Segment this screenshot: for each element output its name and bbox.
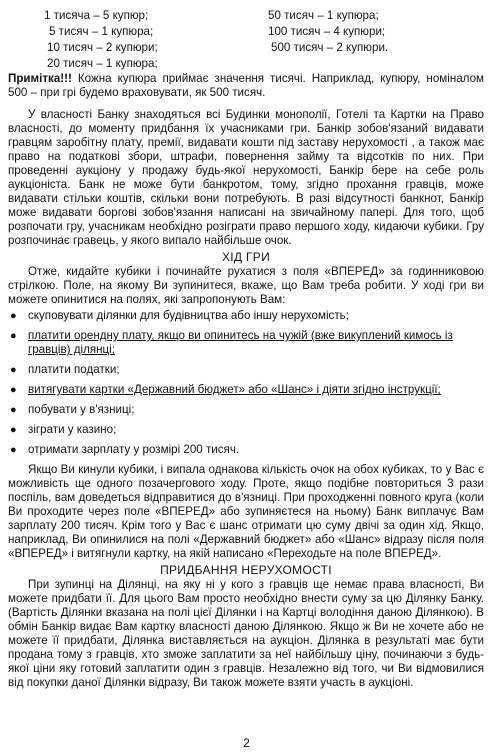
banknote-item: 5 тисяч – 1 купюра; (49, 25, 154, 38)
banknote-item: 20 тисяч – 1 купюра; (47, 57, 158, 70)
bullet-icon: ● (10, 330, 17, 342)
list-item: ● зіграти у казино; (10, 423, 117, 436)
section-title-game-turn: ХІД ГРИ (221, 250, 271, 264)
bullet-icon: ● (10, 424, 17, 436)
rules-body (8, 72, 484, 690)
bullet-icon: ● (10, 384, 17, 396)
list-item: ● платити податки; (10, 363, 120, 376)
field-actions-list (8, 309, 484, 457)
bullet-icon: ● (10, 444, 17, 456)
banknote-item: 100 тисяч – 4 купюри; (268, 25, 386, 38)
banknote-item: 10 тисяч – 2 купюри; (47, 41, 158, 54)
banknote-item: 1 тисяча – 5 купюр; (44, 9, 149, 22)
list-item: ● витягувати картки «Державний бюджет» або «Шанс» і діяти згідно інструкції; (10, 383, 441, 396)
page-number: 2 (243, 736, 250, 750)
list-item: ● отримати зарплату у розмірі 200 тисяч. (10, 443, 240, 456)
bullet-icon: ● (10, 404, 17, 416)
banknote-list-left (44, 8, 158, 72)
banknote-distribution (0, 8, 493, 72)
note-paragraph (8, 72, 484, 100)
bullet-icon: ● (10, 310, 17, 322)
banknote-list-right (268, 8, 388, 56)
property-paragraph: При зупинці на Ділянці, на яку ні у кого з гравців ще немає права власності, Ви можете придбати її. Для цього Вам просто необхідно внести суму за цю Ділянку Банку. (Вартість Ділянки вказана на полі цієї Ділянки і на Картці володіння даною Ділянкою). В обмін Банкір видає Вам картку власності даною Ділянкою. Якщо ж Ви не хочете або не можете її придбати, Ділянка виставляється на аукціон. Ділянка в результаті має бути продана тому з гравців, хто зможе заплатити за неї найбільшу ціну, починаючи з будь-якої ціни яку готовий заплатити один з гравців. Незалежно від того, чи Ви відмовилися від покупки даної Ділянки відразу, Ви також можете взяти участь в аукціоні. (8, 578, 484, 689)
bullet-icon: ● (10, 364, 17, 376)
list-item: ● побувати у в'язниці; (10, 403, 135, 416)
list-item: ● скуповувати ділянки для будівництва або іншу нерухомість; (10, 309, 349, 322)
banknote-item: 500 тисяч – 2 купюри. (271, 41, 389, 54)
doubles-paragraph: Якщо Ви кинули кубики, і випала однакова кількість очок на обох кубиках, то у Вас є можливість ще одного позачергового ходу. Проте, якщо подібне повториться 3 рази поспіль, вам доведеться відправитися до в'язниці. При проходженні повного круга (коли Ви проходите через поле «ВПЕРЕД» або зупиняєтеся на ньому) Банк виплачує Вам зарплату 200 тисяч. Крім того у Вас є шанс отримати цю суму двічі за один хід. Якщо, наприклад, Ви опинилися на полі «Державний бюджет» або «Шанс» відразу після поля «ВПЕРЕД» і витягнули картку, на якій написано «Переходьте на поле ВПЕРЕД». (8, 463, 484, 560)
note-label: Примітка!!! (8, 72, 72, 85)
bank-intro-paragraph: У власності Банку знаходяться всі Будинки монополії, Готелі та Картки на Право власності, до моменту придбання їх учасниками гри. Банкір зобов'язаний видавати гравцям заробітну плату, премії, видавати кошти під заставу нерухомості , а також має право на податкові збори, штрафи, повернення займу та відсотків по них. При проведенні аукціону у продажу будь-якої нерухомості, Банкір бере на себе роль аукціоніста. Банк не може бути банкротом, тому, згідно прохання гравців, може видавати стільки коштів, скільки вони потребують. В разі відсутності банкнот, Банкір може видавати боргові зобов'язання написані на звичайному папері. Для того, щоб розпочати гру, учасникам необхідно розіграти право першого ходу, кидаючи кубики. Гру розпочинає гравець, у якого випало найбільше очок. (8, 108, 484, 247)
banknote-item: 50 тисяч – 1 купюра; (268, 9, 379, 22)
section-title-property: ПРИДБАННЯ НЕРУХОМОСТІ (160, 563, 332, 577)
game-turn-paragraph: Отже, кидайте кубики і починайте рухатися з поля «ВПЕРЕД» за годинниковою стрілкою. Поле, на якому Ви зупинитеся, вкаже, що Вам треба робити. У ході гри ви можете опинитися на полях, які запропонують Вам: (8, 265, 484, 306)
note-text: Кожна купюра приймає значення тисячі. Наприклад, купюру, номіналом 500 – при грі будемо враховувати, як 500 тисяч. (8, 72, 484, 99)
list-item: ● платити орендну плату, якщо ви опинитесь на чужій (вже викуплений кимось із гравців) ділянці; (10, 329, 453, 356)
